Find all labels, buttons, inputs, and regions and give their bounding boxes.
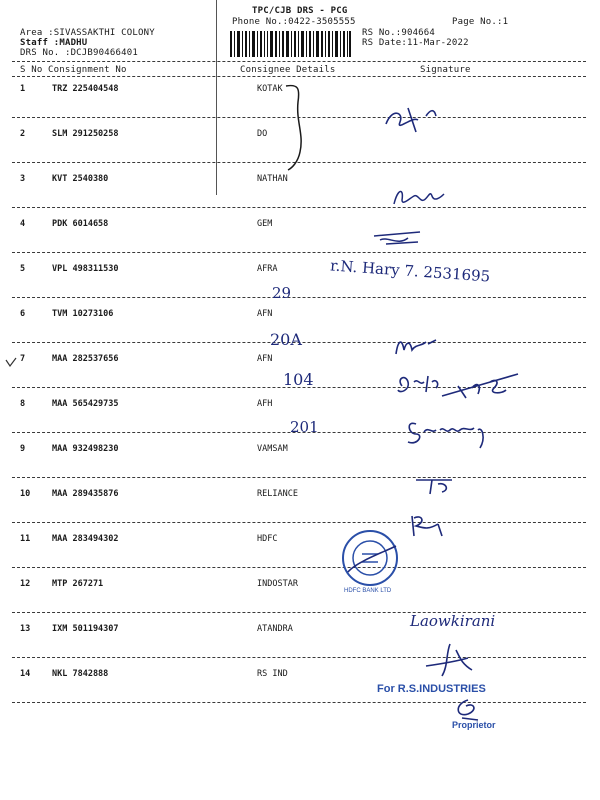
col-consignment: Consignment No: [48, 65, 127, 75]
row-sno: 13: [20, 624, 31, 634]
row-consignment-no: MAA 565429735: [52, 399, 119, 409]
row-consignment-no: MAA 932498230: [52, 444, 119, 454]
row-consignee: AFRA: [257, 264, 278, 274]
row-consignee: AFN: [257, 309, 273, 319]
row-consignee: VAMSAM: [257, 444, 288, 454]
row-consignment-no: MTP 267271: [52, 579, 104, 589]
proprietor-label: Proprietor: [452, 720, 496, 730]
bank-seal-stamp: [340, 528, 400, 588]
handwriting-row5b: 29: [272, 284, 292, 302]
col-consignee: Consignee Details: [240, 65, 336, 75]
margin-mark: [4, 356, 18, 370]
row-consignment-no: MAA 282537656: [52, 354, 119, 364]
signature-row10: [412, 474, 462, 498]
brace-mark: [282, 82, 312, 172]
signature-row11: [404, 510, 450, 540]
signature-row7: [392, 368, 532, 410]
row-sno: 5: [20, 264, 26, 274]
drs-number: DRS No. :DCJB90466401: [20, 48, 138, 58]
row-consignment-no: NKL 7842888: [52, 669, 109, 679]
row-consignment-no: VPL 498311530: [52, 264, 119, 274]
row-sno: 10: [20, 489, 31, 499]
header-divider-line: [216, 0, 217, 195]
row-consignee: DO: [257, 129, 268, 139]
staff-label: Staff :MADHU: [20, 38, 88, 48]
row-consignment-no: TVM 10273106: [52, 309, 114, 319]
row-consignee: RS IND: [257, 669, 288, 679]
row-sno: 3: [20, 174, 26, 184]
row-separator: [12, 207, 586, 208]
row-sno: 2: [20, 129, 26, 139]
signature-row6: [392, 334, 442, 358]
signature-row3: [390, 184, 460, 212]
rs-number: RS No.:904664: [362, 28, 436, 38]
row-separator: [12, 252, 586, 253]
signature-row2: [378, 102, 448, 138]
row-consignment-no: MAA 283494302: [52, 534, 119, 544]
header-bottom-rule: [12, 76, 586, 77]
handwriting-row8: 201: [290, 418, 319, 436]
handwriting-row5: r.N. Hary 7. 2531695: [329, 256, 491, 286]
row-separator: [12, 522, 586, 523]
row-sno: 14: [20, 669, 31, 679]
row-consignee: HDFC: [257, 534, 278, 544]
handwriting-row13: Laowkirani: [410, 612, 496, 630]
row-sno: 9: [20, 444, 26, 454]
signature-row8: [400, 412, 500, 456]
row-consignment-no: KVT 2540380: [52, 174, 109, 184]
row-separator: [12, 702, 586, 703]
row-consignment-no: MAA 289435876: [52, 489, 119, 499]
area-label: Area :SIVASSAKTHI COLONY: [20, 28, 155, 38]
row-separator: [12, 477, 586, 478]
row-consignment-no: TRZ 225404548: [52, 84, 119, 94]
row-consignment-no: SLM 291250258: [52, 129, 119, 139]
bank-seal-text: HDFC BANK LTD: [344, 588, 392, 594]
row-sno: 4: [20, 219, 26, 229]
col-signature: Signature: [420, 65, 471, 75]
signature-row13: [420, 640, 490, 680]
row-sno: 7: [20, 354, 26, 364]
row-consignee: AFH: [257, 399, 273, 409]
header-top-rule: [12, 61, 586, 62]
handwriting-row7: 104: [283, 370, 314, 389]
row-consignee: AFN: [257, 354, 273, 364]
row-separator: [12, 612, 586, 613]
signature-row4: [368, 226, 430, 248]
row-separator: [12, 657, 586, 658]
row-sno: 6: [20, 309, 26, 319]
row-sno: 8: [20, 399, 26, 409]
row-consignee: KOTAK: [257, 84, 283, 94]
rs-date: RS Date:11-Mar-2022: [362, 38, 469, 48]
row-consignment-no: IXM 501194307: [52, 624, 119, 634]
handwriting-row6: 20A: [270, 330, 302, 349]
row-separator: [12, 567, 586, 568]
col-sno: S No: [20, 65, 43, 75]
row-consignee: INDOSTAR: [257, 579, 298, 589]
company-stamp: For R.S.INDUSTRIES: [377, 683, 486, 695]
row-consignee: RELIANCE: [257, 489, 298, 499]
document-title: TPC/CJB DRS - PCG: [252, 6, 348, 16]
barcode: [230, 31, 352, 57]
row-sno: 11: [20, 534, 31, 544]
row-consignee: ATANDRA: [257, 624, 293, 634]
row-sno: 12: [20, 579, 31, 589]
row-consignee: NATHAN: [257, 174, 288, 184]
row-consignment-no: PDK 6014658: [52, 219, 109, 229]
proprietor-signature: [448, 696, 484, 722]
page-number: Page No.:1: [452, 17, 509, 27]
phone-number: Phone No.:0422-3505555: [232, 17, 356, 27]
row-consignee: GEM: [257, 219, 273, 229]
row-separator: [12, 297, 586, 298]
row-sno: 1: [20, 84, 26, 94]
